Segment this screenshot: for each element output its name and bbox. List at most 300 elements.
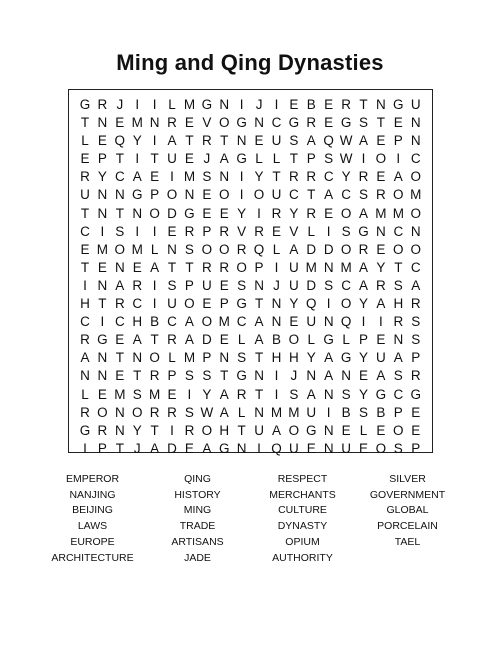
grid-letter[interactable]: T (80, 115, 90, 131)
grid-letter[interactable]: N (410, 133, 421, 149)
grid-letter[interactable]: B (376, 404, 386, 420)
grid-letter[interactable]: M (183, 169, 196, 185)
grid-letter[interactable]: S (115, 223, 125, 239)
grid-letter[interactable]: N (114, 404, 125, 420)
grid-letter[interactable]: E (289, 97, 299, 112)
grid-letter[interactable]: E (376, 422, 386, 438)
grid-letter[interactable]: Y (376, 259, 386, 275)
grid-letter[interactable]: M (340, 259, 352, 275)
grid-letter[interactable]: N (219, 169, 230, 185)
grid-letter[interactable]: E (80, 151, 90, 167)
grid-letter[interactable]: G (201, 97, 213, 112)
grid-letter[interactable]: Y (97, 169, 107, 185)
grid-letter[interactable]: A (306, 386, 316, 402)
grid-letter[interactable]: A (150, 440, 160, 456)
grid-letter[interactable]: I (83, 277, 87, 293)
grid-letter[interactable]: A (324, 350, 334, 366)
grid-letter[interactable]: C (114, 314, 125, 330)
grid-letter[interactable]: T (98, 296, 107, 312)
grid-letter[interactable]: I (152, 133, 157, 149)
grid-letter[interactable]: A (289, 241, 299, 257)
grid-letter[interactable]: C (410, 259, 421, 275)
grid-letter[interactable]: R (201, 259, 212, 275)
grid-letter[interactable]: G (410, 386, 421, 402)
grid-letter[interactable]: E (184, 151, 194, 167)
grid-letter[interactable]: R (167, 115, 177, 131)
grid-letter[interactable]: C (341, 187, 351, 203)
grid-letter[interactable]: D (167, 440, 177, 456)
grid-letter[interactable]: A (219, 386, 229, 402)
grid-letter[interactable]: E (376, 332, 386, 348)
grid-letter[interactable]: T (115, 205, 124, 221)
grid-letter[interactable]: E (411, 404, 421, 420)
grid-letter[interactable]: L (255, 151, 263, 167)
grid-letter[interactable]: T (133, 368, 142, 384)
grid-letter[interactable]: C (80, 314, 90, 330)
grid-letter[interactable]: N (114, 422, 125, 438)
grid-letter[interactable]: C (289, 187, 299, 203)
grid-letter[interactable]: E (219, 332, 229, 348)
grid-letter[interactable]: S (393, 277, 403, 293)
grid-letter[interactable]: A (393, 169, 403, 185)
grid-letter[interactable]: V (237, 223, 247, 239)
grid-letter[interactable]: I (326, 404, 331, 420)
grid-letter[interactable]: O (288, 332, 300, 348)
grid-letter[interactable]: G (236, 151, 247, 167)
grid-letter[interactable]: R (358, 241, 369, 257)
grid-letter[interactable]: H (289, 350, 299, 366)
grid-letter[interactable]: R (219, 259, 230, 275)
grid-letter[interactable]: O (340, 296, 352, 312)
grid-letter[interactable]: E (115, 332, 125, 348)
grid-letter[interactable]: N (341, 368, 351, 384)
grid-letter[interactable]: N (236, 133, 247, 149)
grid-letter[interactable]: P (411, 350, 421, 366)
grid-letter[interactable]: N (376, 97, 386, 112)
grid-letter[interactable]: Y (306, 350, 316, 366)
grid-letter[interactable]: C (132, 296, 143, 312)
grid-letter[interactable]: A (376, 368, 386, 384)
grid-letter[interactable]: S (393, 368, 403, 384)
grid-letter[interactable]: I (257, 205, 261, 221)
grid-letter[interactable]: W (339, 151, 353, 167)
grid-letter[interactable]: N (97, 350, 108, 366)
grid-letter[interactable]: O (393, 422, 404, 438)
grid-letter[interactable]: S (184, 404, 194, 420)
grid-letter[interactable]: I (170, 422, 174, 438)
grid-letter[interactable]: U (410, 97, 421, 112)
grid-letter[interactable]: E (324, 97, 334, 112)
grid-letter[interactable]: R (271, 205, 282, 221)
grid-letter[interactable]: O (149, 350, 160, 366)
grid-letter[interactable]: U (306, 404, 317, 420)
grid-letter[interactable]: S (289, 386, 299, 402)
grid-letter[interactable]: E (393, 115, 403, 131)
grid-letter[interactable]: C (410, 151, 421, 167)
grid-letter[interactable]: W (200, 404, 214, 420)
grid-letter[interactable]: J (255, 97, 263, 112)
grid-letter[interactable]: N (271, 296, 282, 312)
grid-letter[interactable]: E (219, 277, 229, 293)
grid-letter[interactable]: U (289, 259, 299, 275)
grid-letter[interactable]: E (358, 440, 368, 456)
grid-letter[interactable]: Y (254, 169, 264, 185)
grid-letter[interactable]: A (219, 151, 229, 167)
grid-letter[interactable]: S (411, 314, 421, 330)
grid-letter[interactable]: O (184, 296, 195, 312)
grid-letter[interactable]: C (167, 314, 177, 330)
grid-letter[interactable]: N (236, 440, 247, 456)
grid-letter[interactable]: S (341, 223, 351, 239)
grid-letter[interactable]: O (218, 241, 230, 257)
grid-letter[interactable]: U (271, 133, 282, 149)
grid-letter[interactable]: Y (289, 296, 299, 312)
grid-letter[interactable]: N (254, 277, 264, 293)
grid-letter[interactable]: P (393, 404, 403, 420)
grid-letter[interactable]: A (271, 422, 281, 438)
grid-letter[interactable]: E (324, 115, 334, 131)
grid-letter[interactable]: E (411, 422, 421, 438)
grid-letter[interactable]: E (115, 115, 125, 131)
grid-letter[interactable]: M (270, 404, 283, 420)
grid-letter[interactable]: G (97, 332, 108, 348)
grid-letter[interactable]: N (97, 277, 108, 293)
grid-letter[interactable]: N (323, 422, 334, 438)
grid-letter[interactable]: S (237, 350, 247, 366)
grid-letter[interactable]: O (218, 187, 230, 203)
grid-letter[interactable]: S (358, 187, 368, 203)
grid-letter[interactable]: P (150, 187, 160, 203)
grid-letter[interactable]: O (375, 151, 387, 167)
grid-letter[interactable]: N (254, 115, 264, 131)
grid-letter[interactable]: Q (271, 440, 282, 456)
grid-letter[interactable]: P (202, 350, 212, 366)
grid-letter[interactable]: Y (289, 205, 299, 221)
grid-letter[interactable]: P (184, 277, 194, 293)
grid-letter[interactable]: G (306, 422, 317, 438)
grid-letter[interactable]: I (274, 259, 279, 275)
grid-letter[interactable]: G (358, 223, 369, 239)
grid-letter[interactable]: M (114, 386, 126, 402)
grid-letter[interactable]: T (185, 133, 194, 149)
grid-letter[interactable]: A (132, 332, 142, 348)
grid-letter[interactable]: E (376, 241, 386, 257)
grid-letter[interactable]: I (239, 169, 244, 185)
grid-letter[interactable]: B (271, 332, 281, 348)
grid-letter[interactable]: A (184, 332, 194, 348)
grid-letter[interactable]: R (306, 115, 317, 131)
grid-letter[interactable]: T (237, 422, 246, 438)
grid-letter[interactable]: L (150, 241, 159, 257)
grid-letter[interactable]: T (289, 151, 298, 167)
grid-letter[interactable]: E (271, 223, 281, 239)
grid-letter[interactable]: A (393, 350, 403, 366)
grid-letter[interactable]: O (410, 205, 421, 221)
grid-letter[interactable]: U (167, 296, 177, 312)
grid-letter[interactable]: S (393, 440, 403, 456)
grid-letter[interactable]: S (324, 151, 334, 167)
grid-letter[interactable]: N (393, 332, 404, 348)
grid-letter[interactable]: D (167, 205, 177, 221)
grid-letter[interactable]: A (150, 259, 160, 275)
grid-letter[interactable]: O (236, 259, 247, 275)
grid-letter[interactable]: R (114, 296, 125, 312)
grid-letter[interactable]: N (271, 314, 282, 330)
grid-letter[interactable]: N (323, 259, 334, 275)
grid-letter[interactable]: D (306, 241, 317, 257)
grid-letter[interactable]: I (170, 169, 174, 185)
grid-letter[interactable]: A (324, 368, 334, 384)
grid-letter[interactable]: N (97, 187, 108, 203)
grid-letter[interactable]: R (393, 314, 404, 330)
grid-letter[interactable]: N (184, 187, 195, 203)
grid-letter[interactable]: C (323, 169, 334, 185)
grid-letter[interactable]: B (306, 97, 316, 112)
grid-letter[interactable]: I (326, 223, 331, 239)
grid-letter[interactable]: E (97, 133, 107, 149)
grid-letter[interactable]: A (219, 404, 229, 420)
grid-letter[interactable]: M (375, 205, 387, 221)
grid-letter[interactable]: E (97, 259, 107, 275)
grid-letter[interactable]: N (114, 187, 125, 203)
grid-letter[interactable]: Y (358, 296, 368, 312)
grid-letter[interactable]: M (410, 187, 422, 203)
grid-letter[interactable]: Y (202, 386, 212, 402)
grid-letter[interactable]: T (150, 422, 159, 438)
grid-letter[interactable]: G (288, 115, 300, 131)
grid-letter[interactable]: O (201, 422, 213, 438)
grid-letter[interactable]: R (80, 332, 90, 348)
grid-letter[interactable]: I (239, 97, 244, 112)
grid-letter[interactable]: U (341, 440, 351, 456)
grid-letter[interactable]: N (132, 205, 143, 221)
grid-letter[interactable]: P (358, 332, 368, 348)
grid-letter[interactable]: I (152, 296, 157, 312)
grid-letter[interactable]: E (202, 296, 212, 312)
grid-letter[interactable]: N (149, 115, 160, 131)
grid-letter[interactable]: S (358, 404, 368, 420)
grid-letter[interactable]: E (324, 205, 334, 221)
grid-letter[interactable]: S (341, 386, 351, 402)
grid-letter[interactable]: E (289, 314, 299, 330)
grid-letter[interactable]: U (289, 440, 299, 456)
grid-letter[interactable]: I (274, 97, 279, 112)
grid-letter[interactable]: L (168, 97, 176, 112)
grid-letter[interactable]: E (376, 133, 386, 149)
grid-letter[interactable]: O (114, 241, 126, 257)
grid-letter[interactable]: S (202, 368, 212, 384)
grid-letter[interactable]: O (166, 187, 178, 203)
grid-letter[interactable]: O (218, 115, 230, 131)
grid-letter[interactable]: T (80, 259, 90, 275)
grid-letter[interactable]: P (219, 296, 229, 312)
grid-letter[interactable]: E (306, 440, 316, 456)
grid-letter[interactable]: T (254, 296, 264, 312)
grid-letter[interactable]: S (132, 386, 142, 402)
grid-letter[interactable]: A (254, 332, 264, 348)
grid-letter[interactable]: S (324, 277, 334, 293)
grid-letter[interactable]: M (149, 386, 161, 402)
grid-letter[interactable]: I (152, 277, 157, 293)
grid-letter[interactable]: M (183, 350, 196, 366)
grid-letter[interactable]: I (187, 386, 192, 402)
grid-letter[interactable]: A (358, 259, 368, 275)
grid-letter[interactable]: T (307, 187, 316, 203)
grid-letter[interactable]: E (376, 169, 386, 185)
grid-letter[interactable]: U (254, 422, 264, 438)
grid-letter[interactable]: L (272, 241, 281, 257)
grid-letter[interactable]: R (167, 332, 177, 348)
grid-letter[interactable]: T (254, 386, 264, 402)
grid-letter[interactable]: M (183, 97, 196, 112)
grid-letter[interactable]: T (254, 350, 264, 366)
grid-letter[interactable]: M (392, 205, 404, 221)
grid-letter[interactable]: L (359, 422, 368, 438)
grid-letter[interactable]: J (133, 440, 141, 456)
grid-letter[interactable]: N (410, 115, 421, 131)
grid-letter[interactable]: I (135, 223, 140, 239)
grid-letter[interactable]: R (236, 241, 247, 257)
grid-letter[interactable]: I (274, 368, 279, 384)
grid-letter[interactable]: R (132, 277, 143, 293)
grid-letter[interactable]: E (167, 386, 177, 402)
grid-letter[interactable]: L (237, 404, 246, 420)
grid-letter[interactable]: Q (340, 314, 352, 330)
grid-letter[interactable]: R (341, 97, 351, 112)
grid-letter[interactable]: E (115, 368, 125, 384)
grid-letter[interactable]: R (80, 169, 90, 185)
grid-letter[interactable]: Q (306, 296, 317, 312)
grid-letter[interactable]: L (168, 350, 176, 366)
grid-letter[interactable]: D (201, 332, 212, 348)
grid-letter[interactable]: R (219, 223, 230, 239)
grid-letter[interactable]: T (394, 259, 403, 275)
grid-letter[interactable]: R (289, 169, 299, 185)
grid-letter[interactable]: I (135, 97, 140, 112)
grid-letter[interactable]: N (323, 386, 334, 402)
grid-letter[interactable]: A (184, 314, 194, 330)
grid-letter[interactable]: H (393, 296, 404, 312)
grid-letter[interactable]: C (80, 223, 90, 239)
grid-letter[interactable]: O (97, 404, 108, 420)
grid-letter[interactable]: R (306, 169, 317, 185)
grid-letter[interactable]: J (203, 151, 211, 167)
grid-letter[interactable]: P (167, 368, 177, 384)
grid-letter[interactable]: R (201, 133, 212, 149)
grid-letter[interactable]: Y (237, 205, 247, 221)
grid-letter[interactable]: O (253, 187, 265, 203)
grid-letter[interactable]: S (237, 277, 247, 293)
grid-letter[interactable]: N (306, 368, 317, 384)
grid-letter[interactable]: I (83, 440, 87, 456)
grid-letter[interactable]: C (114, 169, 125, 185)
grid-letter[interactable]: Y (358, 386, 368, 402)
grid-letter[interactable]: T (115, 440, 124, 456)
grid-letter[interactable]: U (201, 277, 212, 293)
grid-letter[interactable]: N (410, 223, 421, 239)
grid-letter[interactable]: A (358, 205, 368, 221)
grid-letter[interactable]: D (323, 241, 334, 257)
grid-letter[interactable]: O (201, 314, 213, 330)
grid-letter[interactable]: Y (358, 350, 368, 366)
grid-letter[interactable]: U (289, 277, 299, 293)
grid-letter[interactable]: A (132, 169, 142, 185)
grid-letter[interactable]: T (115, 350, 124, 366)
grid-letter[interactable]: N (254, 368, 264, 384)
grid-letter[interactable]: O (340, 205, 352, 221)
grid-letter[interactable]: T (376, 115, 386, 131)
grid-letter[interactable]: N (254, 404, 264, 420)
grid-letter[interactable]: I (239, 187, 244, 203)
grid-letter[interactable]: A (254, 314, 264, 330)
grid-letter[interactable]: T (220, 368, 229, 384)
grid-letter[interactable]: L (81, 386, 89, 402)
grid-letter[interactable]: L (272, 151, 281, 167)
grid-letter[interactable]: P (202, 223, 212, 239)
grid-letter[interactable]: A (202, 440, 212, 456)
grid-letter[interactable]: O (288, 422, 300, 438)
grid-letter[interactable]: H (132, 314, 143, 330)
grid-letter[interactable]: N (323, 440, 334, 456)
grid-letter[interactable]: I (135, 151, 140, 167)
grid-letter[interactable]: R (149, 404, 160, 420)
grid-letter[interactable]: T (167, 259, 177, 275)
grid-letter[interactable]: P (393, 133, 403, 149)
grid-letter[interactable]: N (376, 223, 386, 239)
grid-letter[interactable]: I (152, 97, 157, 112)
grid-letter[interactable]: N (80, 368, 90, 384)
grid-letter[interactable]: T (80, 205, 90, 221)
grid-letter[interactable]: M (305, 259, 317, 275)
grid-letter[interactable]: S (184, 368, 194, 384)
grid-letter[interactable]: E (202, 205, 212, 221)
grid-letter[interactable]: E (254, 133, 264, 149)
grid-letter[interactable]: I (274, 386, 279, 402)
grid-letter[interactable]: Y (132, 422, 142, 438)
grid-letter[interactable]: R (254, 223, 264, 239)
grid-letter[interactable]: U (80, 187, 90, 203)
grid-letter[interactable]: R (410, 368, 421, 384)
grid-letter[interactable]: J (116, 97, 124, 112)
grid-letter[interactable]: M (131, 115, 143, 131)
grid-letter[interactable]: A (358, 277, 368, 293)
grid-letter[interactable]: R (236, 386, 247, 402)
grid-letter[interactable]: E (167, 223, 177, 239)
grid-letter[interactable]: M (131, 241, 143, 257)
grid-letter[interactable]: O (340, 241, 352, 257)
grid-letter[interactable]: L (307, 223, 316, 239)
grid-letter[interactable]: Q (253, 241, 265, 257)
grid-letter[interactable]: P (411, 440, 421, 456)
grid-letter[interactable]: O (393, 241, 404, 257)
grid-letter[interactable]: A (358, 133, 368, 149)
grid-letter[interactable]: Y (341, 169, 351, 185)
grid-letter[interactable]: D (306, 277, 317, 293)
grid-letter[interactable]: M (218, 314, 230, 330)
grid-letter[interactable]: R (184, 223, 195, 239)
grid-letter[interactable]: G (236, 115, 247, 131)
grid-letter[interactable]: A (306, 133, 316, 149)
grid-letter[interactable]: R (97, 97, 108, 112)
grid-letter[interactable]: L (342, 332, 350, 348)
grid-letter[interactable]: B (150, 314, 160, 330)
grid-letter[interactable]: A (411, 277, 421, 293)
grid-letter[interactable]: C (393, 386, 404, 402)
grid-letter[interactable]: E (150, 169, 160, 185)
grid-letter[interactable]: S (167, 277, 177, 293)
grid-letter[interactable]: S (184, 241, 194, 257)
grid-letter[interactable]: I (379, 314, 383, 330)
